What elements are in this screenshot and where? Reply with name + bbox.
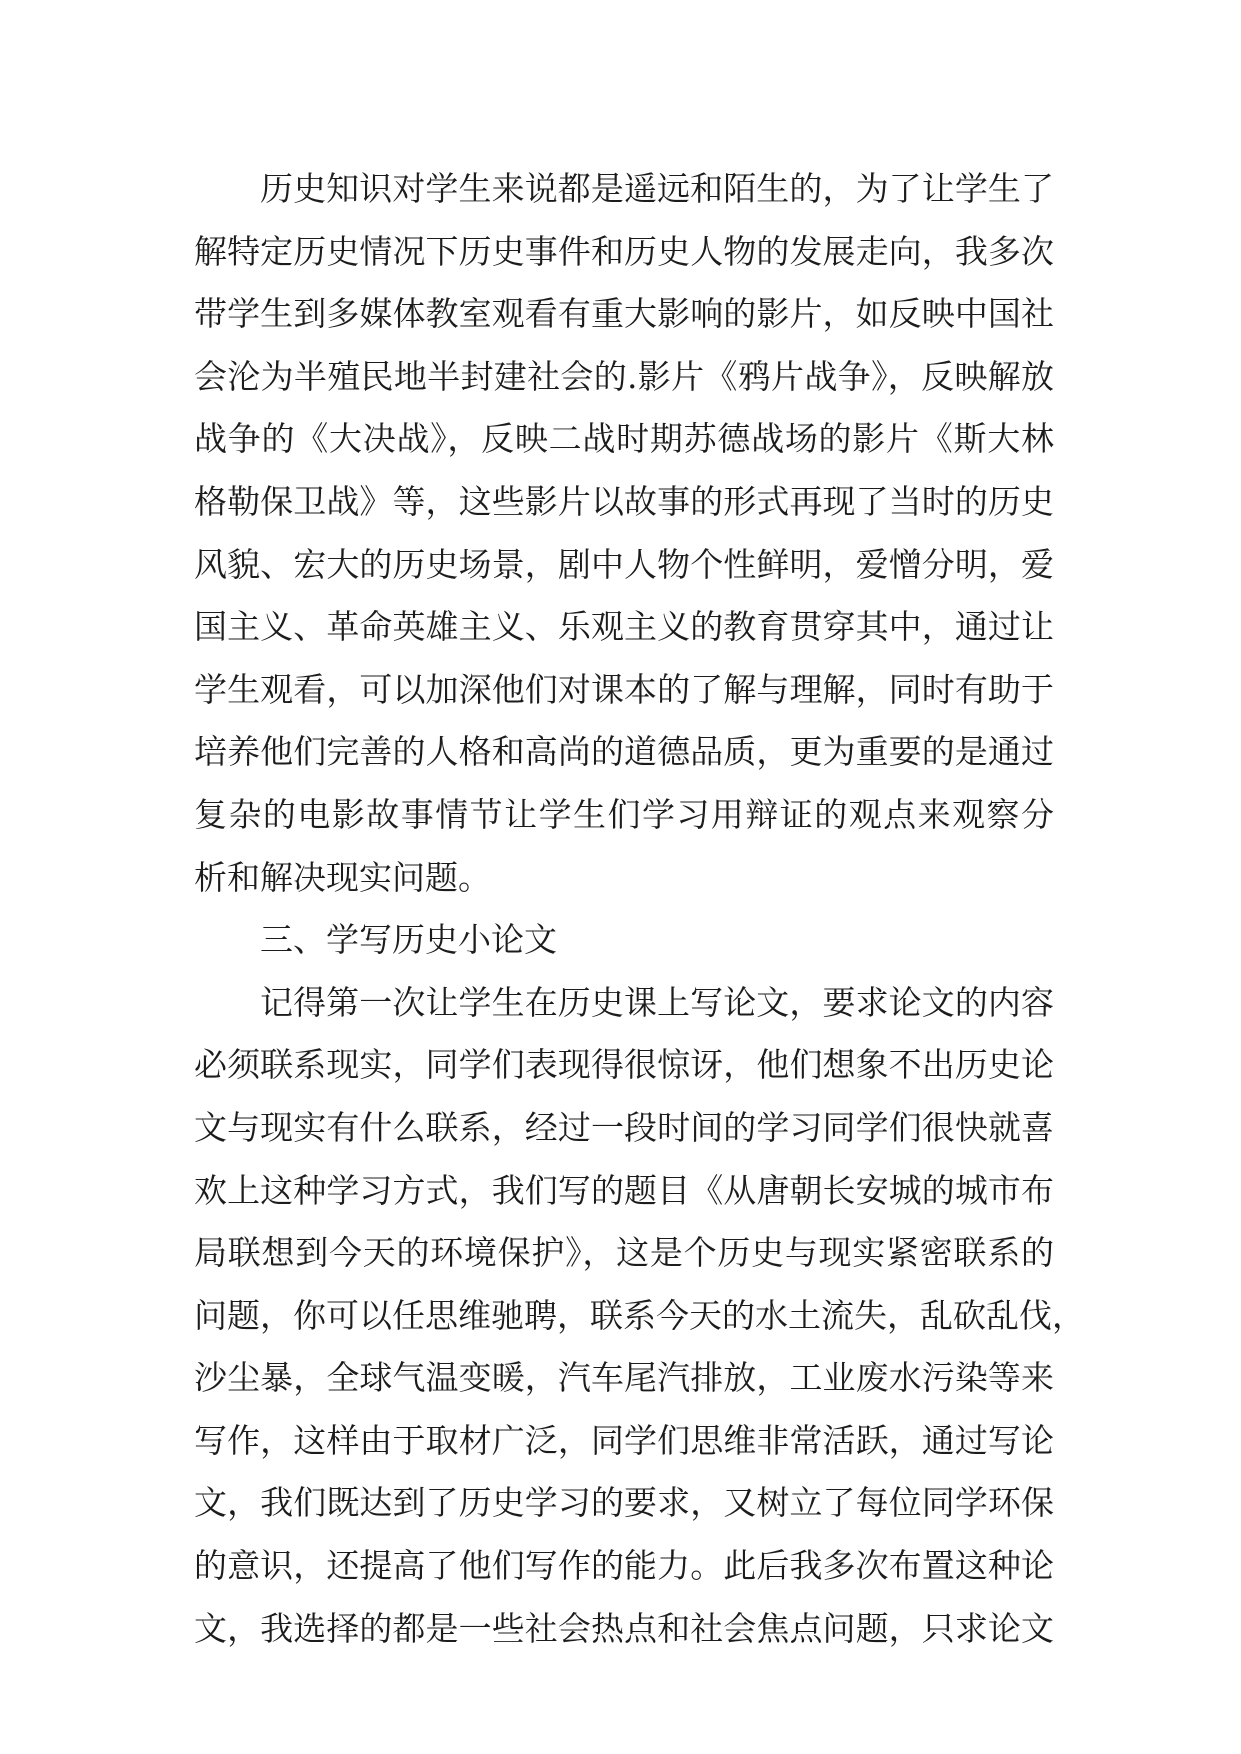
text-line: 培养他们完善的人格和高尚的道德品质，更为重要的是通过 bbox=[194, 732, 1054, 772]
text-line: 风貌、宏大的历史场景，剧中人物个性鲜明，爱憎分明，爱 bbox=[194, 544, 1054, 584]
section-heading: 三、学写历史小论文 bbox=[260, 920, 557, 960]
text-line: 文，我选择的都是一些社会热点和社会焦点问题，只求论文 bbox=[194, 1608, 1054, 1648]
text-line: 带学生到多媒体教室观看有重大影响的影片，如反映中国社 bbox=[194, 294, 1054, 334]
text-line: 学生观看，可以加深他们对课本的了解与理解，同时有助于 bbox=[194, 669, 1054, 709]
text-line: 解特定历史情况下历史事件和历史人物的发展走向，我多次 bbox=[194, 231, 1054, 271]
text-line: 欢上这种学习方式，我们写的题目《从唐朝长安城的城市布 bbox=[194, 1170, 1054, 1210]
text-line: 局联想到今天的环境保护》，这是个历史与现实紧密联系的 bbox=[194, 1233, 1054, 1273]
text-line: 记得第一次让学生在历史课上写论文，要求论文的内容 bbox=[260, 982, 1054, 1022]
text-line: 必须联系现实，同学们表现得很惊讶，他们想象不出历史论 bbox=[194, 1045, 1054, 1085]
text-line: 历史知识对学生来说都是遥远和陌生的，为了让学生了 bbox=[260, 169, 1054, 208]
text-line: 问题，你可以任思维驰聘，联系今天的水土流失，乱砍乱伐， bbox=[194, 1295, 1085, 1335]
text-line: 文与现实有什么联系，经过一段时间的学习同学们很快就喜 bbox=[194, 1107, 1054, 1147]
text-line: 的意识，还提高了他们写作的能力。此后我多次布置这种论 bbox=[194, 1546, 1054, 1586]
text-line: 析和解决现实问题。 bbox=[194, 857, 491, 897]
text-line: 格勒保卫战》等，这些影片以故事的形式再现了当时的历史 bbox=[194, 481, 1054, 521]
text-line: 国主义、革命英雄主义、乐观主义的教育贯穿其中，通过让 bbox=[194, 607, 1054, 647]
text-line: 文，我们既达到了历史学习的要求，又树立了每位同学环保 bbox=[194, 1483, 1054, 1523]
text-line: 复杂的电影故事情节让学生们学习用辩证的观点来观察分 bbox=[194, 794, 1054, 834]
text-line: 会沦为半殖民地半封建社会的.影片《鸦片战争》，反映解放 bbox=[194, 356, 1054, 396]
text-line: 沙尘暴，全球气温变暖，汽车尾汽排放，工业废水污染等来 bbox=[194, 1358, 1054, 1398]
text-line: 写作，这样由于取材广泛，同学们思维非常活跃，通过写论 bbox=[194, 1420, 1054, 1460]
text-line: 战争的《大决战》，反映二战时期苏德战场的影片《斯大林 bbox=[194, 419, 1054, 459]
document-body bbox=[194, 158, 1085, 1660]
